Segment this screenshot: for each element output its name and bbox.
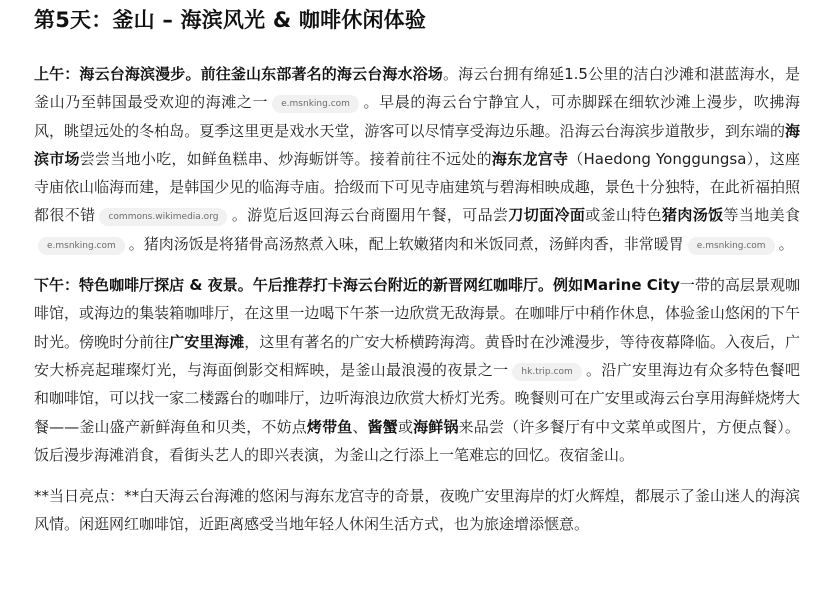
morning-paragraph — [34, 60, 800, 258]
afternoon-bold-beach: 广安里海滩 — [169, 332, 245, 351]
citation-chip[interactable]: commons.wikimedia.org — [99, 208, 227, 226]
highlight-paragraph: **当日亮点：**白天海云台海滩的悠闲与海东龙宫寺的奇景，夜晚广安里海岸的灯火辉煌，都展示了釜山迷人的海滨风情。闲逛网红咖啡馆，近距离感受当地年轻人休闲生活方式，也为旅途增添惬意。 — [34, 487, 800, 534]
morning-text-2: 。早晨的海云台宁静宜人，可赤脚踩在细软沙滩上漫步，吹拂海风，眺望远处的冬柏岛。夏季这里更是戏水天堂，游客可以尽情享受海边乐趣。沿海云台海滨步道散步，到东端的 — [34, 93, 800, 140]
citation-chip[interactable]: e.msnking.com — [38, 237, 125, 255]
afternoon-paragraph — [34, 271, 800, 469]
morning-lead: 上午：海云台海滨漫步。前往釜山东部著名的海云台海水浴场 — [34, 65, 443, 83]
citation-chip[interactable]: e.msnking.com — [272, 95, 359, 113]
morning-text-7: 等当地美食 — [723, 206, 800, 225]
morning-bold-pork-soup: 猪肉汤饭 — [662, 206, 724, 225]
morning-bold-noodles: 刀切面冷面 — [508, 206, 586, 225]
morning-text-1: 。海云台拥有绵延1.5公里的洁白沙滩和湛蓝海水，是釜山乃至韩国最受欢迎的海滩之一 — [34, 65, 800, 112]
afternoon-bold-crab: 酱蟹 — [367, 417, 398, 436]
morning-text-5: 。游览后返回海云台商圈用午餐，可品尝 — [231, 206, 509, 225]
citation-chip[interactable]: e.msnking.com — [688, 237, 775, 255]
morning-bold-temple: 海东龙宫寺 — [491, 149, 569, 168]
afternoon-lead: 下午：特色咖啡厅探店 & 夜景。午后推荐打卡海云台附近的新晋网红咖啡厅。例如Marine City — [34, 276, 680, 295]
afternoon-text-2: ，这里有著名的广安大桥横跨海湾。黄昏时在沙滩漫步，等待夜幕降临。入夜后，广安大桥亮起璀璨灯光，与海面倒影交相辉映，是釜山最浪漫的夜景之一 — [34, 332, 800, 379]
afternoon-text-4: 、 — [352, 417, 368, 436]
morning-text-9: 。 — [778, 234, 794, 253]
morning-text-6: 或釜山特色 — [585, 206, 663, 225]
afternoon-text-1: 一带的高层景观咖啡馆，或海边的集装箱咖啡厅，在这里一边喝下午茶一边欣赏无敌海景。在咖啡厅中稍作休息，体验釜山悠闲的下午时光。傍晚时分前往 — [34, 276, 800, 351]
morning-text-8: 。猪肉汤饭是将猪骨高汤熬煮入味，配上软嫩猪肉和米饭同煮，汤鲜肉香，非常暖胃 — [128, 234, 684, 253]
afternoon-text-6: 来品尝（许多餐厅有中文菜单或图片，方便点餐）。饭后漫步海滩消食，看街头艺人的即兴表演，为釜山之行添上一笔难忘的回忆。夜宿釜山。 — [34, 417, 800, 464]
afternoon-text-5: 或 — [397, 417, 414, 436]
morning-text-4: （Haedong Yonggungsa），这座寺庙依山临海而建，是韩国少见的临海寺庙。拾级而下可见寺庙建筑与碧海相映成趣，景色十分独特，在此祈福拍照都很不错 — [34, 149, 800, 225]
section-title: 第5天：釜山 – 海滨风光 & 咖啡休闲体验 — [34, 8, 427, 32]
morning-bold-seafood-market: 海滨市场 — [34, 121, 800, 168]
morning-text-3: 尝尝当地小吃，如鲜鱼糕串、炒海蛎饼等。接着前往不远处的 — [79, 149, 492, 168]
afternoon-bold-seafood-pot: 海鲜锅 — [413, 417, 459, 436]
citation-chip[interactable]: hk.trip.com — [512, 363, 581, 381]
afternoon-text-3: 。沿广安里海边有众多特色餐吧和咖啡馆，可以找一家二楼露台的咖啡厅，边听海浪边欣赏大桥灯光秀。晚餐则可在广安里或海云台享用海鲜烧烤大餐——釜山盛产新鲜海鱼和贝类，不妨点 — [34, 360, 800, 436]
afternoon-bold-hairtail: 烤带鱼 — [306, 417, 353, 436]
